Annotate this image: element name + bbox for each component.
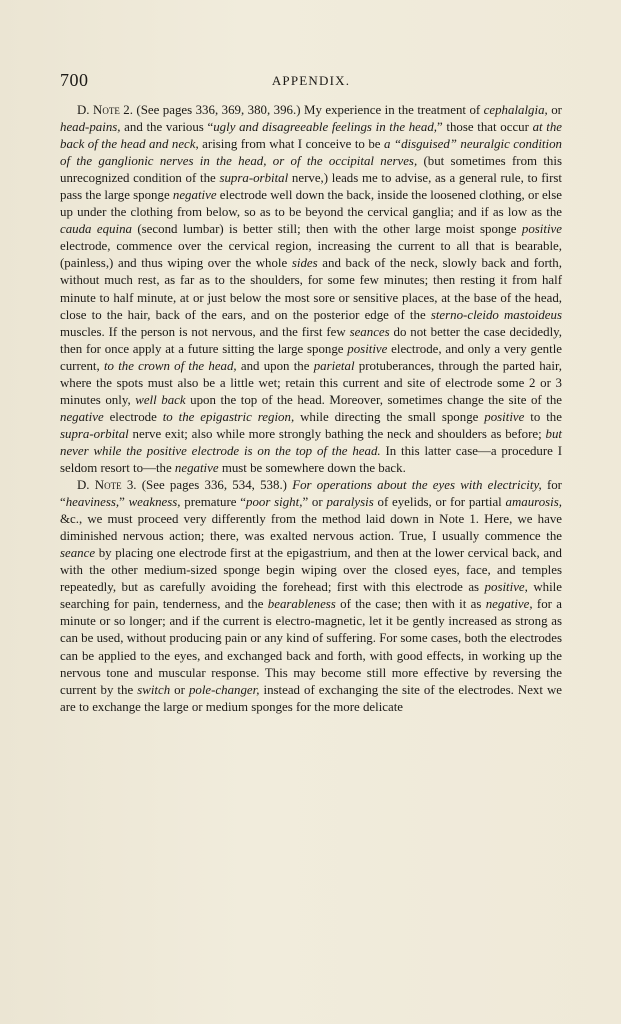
text-run: and the various “ [120,120,214,135]
italic-text: negative [60,409,104,424]
page-header [60,70,562,92]
text-run: and upon the [236,358,314,373]
note-label: D. [77,478,90,493]
italic-text: supra-orbital [60,426,129,441]
italic-text: poor sight, [246,495,303,510]
text-run: do not better the case decidedly, then for once apply at a future sitting the large sponge [60,324,562,356]
text-run: must be somewhere down the back. [218,460,406,475]
italic-text: negative [172,188,217,203]
text-run: muscles. If the person is not nervous, and the first few [60,324,350,339]
text-run: In this latter case—a procedure I seldom resort to—the [60,443,563,475]
text-run: &c., we must proceed very differently from the method laid down in Note 1. Here, we have diminished nervous action; there, was exalted nervous action. True, I usually commence the [60,512,562,544]
text-run: of the case; then with it as [335,597,486,612]
text-run: by placing one electrode first at the epigastrium, and then at the lower cervical back, and with the other medium-sized sponge begin wiping over the closed eyes, face, and temples repeatedly, but as carefully avoiding the forehead; first with this electrode as [60,546,562,595]
text-run: electrode [103,409,163,424]
text-run: premature “ [180,495,247,510]
text-run: upon the top of the head. Moreover, sometimes change the site of the [185,392,562,407]
paragraph-note-2 [60,102,562,477]
text-run: nerve,) leads me to advise, as a general rule, to first pass the large sponge [60,171,562,203]
italic-text: cephalalgia, [483,103,548,117]
text-run: (See pages 336, 534, 538.) [141,478,293,493]
italic-text: ugly and disagreeable feelings in the head, [213,120,438,135]
text-run: protuberances, through the parted hair, where the spots must also be a little wet; retain this current and site of electrode some 2 or 3 minutes only, [60,358,562,407]
italic-text: sterno-cleido mastoideus [430,307,562,322]
italic-text: negative, [485,597,533,612]
text-run: (See pages 336, 369, 380, 396.) My experience in the treatment of [136,103,484,117]
text-run: electrode, commence over the cervical region, increasing the current to all that is bearable, (painless,) and thus wiping over the whole [60,239,562,271]
italic-text: head-pains, [60,120,121,135]
text-run: while directing the small sponge [294,409,485,424]
italic-text: seance [60,546,96,561]
italic-text: to the epigastric region, [162,409,295,424]
text-run: nerve exit; also while more strongly bathing the neck and shoulders as before; [128,426,546,441]
text-run: electrode, and only a very gentle current, [60,341,562,373]
text-run: while searching for pain, tenderness, and the [60,580,562,612]
text-run: ” those that occur [437,120,533,135]
italic-text: positive [347,341,388,356]
note-heading: Note 3. [94,478,137,493]
paragraph-text [60,478,562,714]
italic-text: For operations about the eyes with electricity, [292,478,542,493]
italic-text: negative [174,460,219,475]
italic-text: cauda equina [60,222,132,237]
text-run: (second lumbar) is better still; then with the other large moist sponge [131,222,522,237]
text-run: electrode well down the back, inside the loosened clothing, or else up under the clothing from below, so as to be beyond the cervical ganglia; and if as low as the [60,188,562,220]
italic-text: sides [291,256,318,271]
italic-text: well back [135,392,186,407]
text-run: (but sometimes from this unrecognized condition of the [60,154,562,186]
note-label: D. [77,103,90,117]
italic-text: heaviness, [65,495,120,510]
text-run: for a minute or so longer; and if the current is electro-magnetic, let it be gently increased as strong as can be used, without producing pain or any kind of suffering. For some cases, both the electrodes can be applied to the eyes, and exchanged back and forth, with good effects, in working up the nervous tone and muscular response. This may become still more effective by reversing the current by the [60,597,562,697]
paragraph-text [60,103,562,475]
italic-text: positive [521,222,562,237]
page-number: 700 [60,70,89,90]
italic-text: supra-orbital [219,171,289,186]
text-run: instead of exchanging the site of the electrodes. Next we are to exchange the large or medium sponges for the more delicate [60,682,563,714]
text-run: or [170,682,189,697]
note-heading: Note 2. [93,103,133,117]
italic-text: a “disguised” neuralgic condition of the ganglionic nerves in the head, or of the occipital nerves, [60,137,562,169]
text-run: ” [119,495,129,510]
italic-text: amaurosis, [505,495,562,510]
body-text [60,102,562,716]
italic-text: paralysis [326,495,374,510]
paragraph-note-3 [60,477,562,716]
text-run: or [547,103,562,117]
italic-text: to the crown of the head, [103,358,237,373]
running-head: APPENDIX. [271,73,351,88]
text-run: to the [524,409,562,424]
italic-text: parietal [313,358,355,373]
text-run: and back of the neck, slowly back and forth, without much rest, as far as to the shoulders, for some few minutes; then resting it from half minute to half minute, at or just below the most sore or sensitive places, at the base of the head, close to the hair, back of the ears, and on the posterior edge of the [60,256,562,322]
text-run: arising from what I conceive to be [198,137,384,152]
italic-text: at the back of the head and neck, [60,120,563,152]
italic-text: bearableness [267,597,336,612]
text-run: for “ [60,478,562,510]
text-run: of eyelids, or for partial [373,495,506,510]
italic-text: seances [349,324,390,339]
italic-text: but never while the positive electrode is on the top of the head. [60,426,562,458]
italic-text: weakness, [128,495,181,510]
italic-text: switch [137,682,171,697]
italic-text: positive [484,409,525,424]
italic-text: pole-changer, [188,682,260,697]
italic-text: positive, [484,580,528,595]
text-run: ” or [302,495,327,510]
